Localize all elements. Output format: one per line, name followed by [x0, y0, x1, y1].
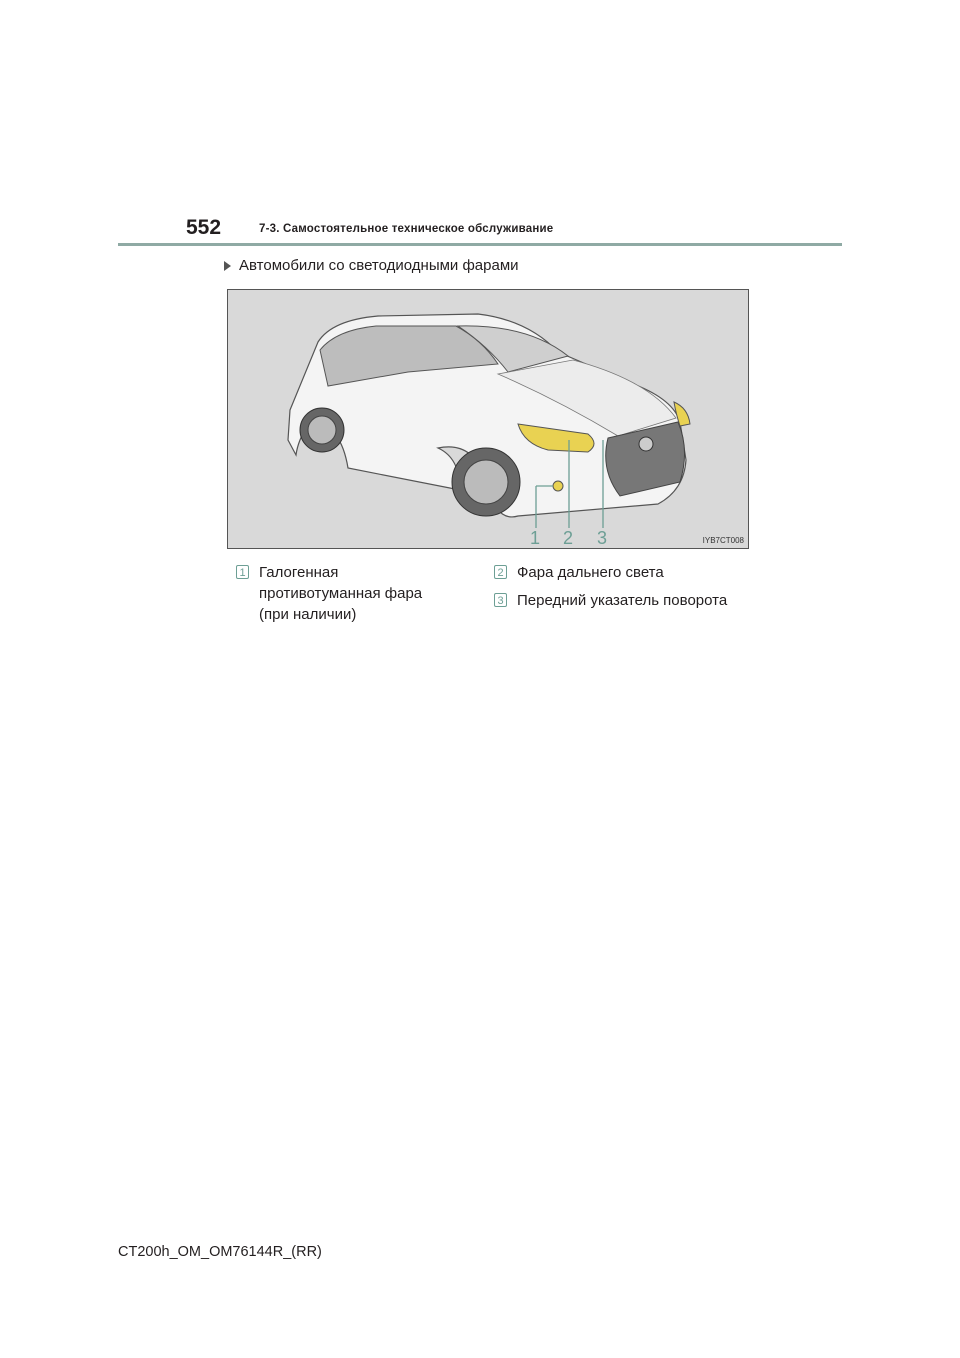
- subheading-text: Автомобили со светодиодными фарами: [239, 257, 519, 274]
- callout-number: 1: [530, 528, 541, 548]
- front-wheel-rim: [464, 460, 508, 504]
- legend-text: Галогенная противотуманная фара (при наличии): [259, 564, 423, 623]
- figure-code: IYB7CT008: [702, 536, 744, 545]
- legend-number: 2: [494, 565, 507, 579]
- callout-number: 3: [597, 528, 608, 548]
- car-illustration: [227, 289, 749, 549]
- callout-number: 2: [563, 528, 574, 548]
- legend-number: 3: [494, 593, 507, 607]
- legend-text: Передний указатель поворота: [517, 592, 728, 609]
- lexus-emblem-icon: [639, 437, 653, 451]
- car-drawing: [228, 290, 749, 549]
- legend-text: Фара дальнего света: [517, 564, 664, 581]
- subheading: [224, 257, 519, 274]
- rear-wheel-rim: [308, 416, 336, 444]
- legend-number: 1: [236, 565, 249, 579]
- footer-doc-code: CT200h_OM_OM76144R_(RR): [118, 1244, 322, 1260]
- section-title: 7-3. Самостоятельное техническое обслуживание: [259, 223, 554, 235]
- fog-lamp: [553, 481, 563, 491]
- triangle-bullet-icon: [224, 261, 231, 271]
- page-number: 552: [186, 216, 222, 239]
- header-rule: [118, 243, 842, 246]
